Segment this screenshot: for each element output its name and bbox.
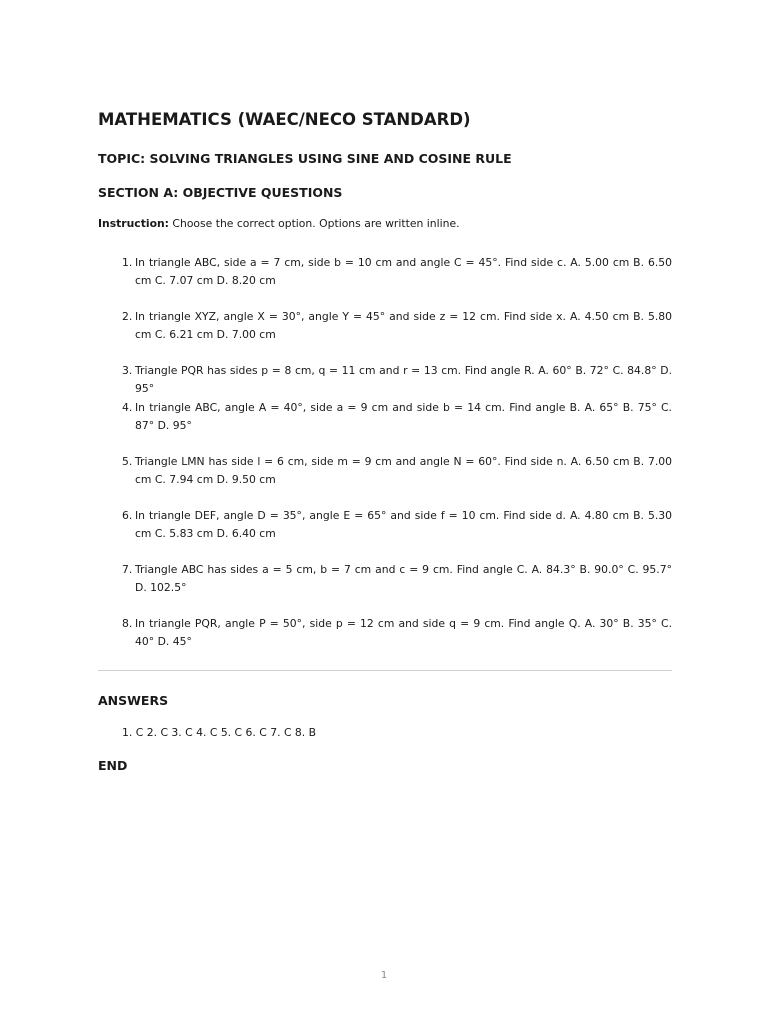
question-text: Triangle ABC has sides a = 5 cm, b = 7 cm and c = 9 cm. Find angle C. A. 84.3° B. 90.0° C. 95.7° D. 102.5°	[135, 563, 672, 594]
question-item	[98, 362, 672, 398]
question-item	[98, 615, 672, 651]
section-heading: SECTION A: OBJECTIVE QUESTIONS	[98, 185, 343, 200]
answers-heading: ANSWERS	[98, 693, 169, 708]
question-item	[98, 507, 672, 543]
end-heading: END	[98, 758, 128, 773]
question-item	[98, 399, 672, 435]
question-number: 5.	[122, 455, 133, 468]
question-item	[98, 561, 672, 597]
question-number: 7.	[122, 563, 133, 576]
question-number: 8.	[122, 617, 133, 630]
question-number: 4.	[122, 401, 133, 414]
document-title: MATHEMATICS (WAEC/NECO STANDARD)	[98, 110, 471, 129]
instruction-line	[98, 217, 460, 230]
question-number: 6.	[122, 509, 133, 522]
question-item	[98, 308, 672, 344]
question-text: Triangle LMN has side l = 6 cm, side m = 9 cm and angle N = 60°. Find side n. A. 6.50 cm B. 7.00 cm C. 7.94 cm D. 9.50 cm	[135, 455, 672, 486]
instruction-text: Choose the correct option. Options are written inline.	[169, 217, 460, 230]
answers-list: 1. C 2. C 3. C 4. C 5. C 6. C 7. C 8. B	[122, 726, 317, 739]
topic-heading: TOPIC: SOLVING TRIANGLES USING SINE AND COSINE RULE	[98, 151, 512, 166]
question-item	[98, 254, 672, 290]
instruction-label: Instruction:	[98, 217, 169, 230]
question-text: In triangle ABC, side a = 7 cm, side b = 10 cm and angle C = 45°. Find side c. A. 5.00 cm B. 6.50 cm C. 7.07 cm D. 8.20 cm	[135, 256, 672, 287]
question-item	[98, 453, 672, 489]
question-text: In triangle ABC, angle A = 40°, side a = 9 cm and side b = 14 cm. Find angle B. A. 65° B. 75° C. 87° D. 95°	[135, 401, 672, 432]
question-number: 2.	[122, 310, 133, 323]
question-text: In triangle PQR, angle P = 50°, side p = 12 cm and side q = 9 cm. Find angle Q. A. 30° B. 35° C. 40° D. 45°	[135, 617, 672, 648]
page-number: 1	[380, 970, 388, 981]
question-text: Triangle PQR has sides p = 8 cm, q = 11 cm and r = 13 cm. Find angle R. A. 60° B. 72° C. 84.8° D. 95°	[135, 364, 672, 395]
section-divider	[98, 670, 672, 671]
question-number: 3.	[122, 364, 133, 377]
question-text: In triangle XYZ, angle X = 30°, angle Y = 45° and side z = 12 cm. Find side x. A. 4.50 cm B. 5.80 cm C. 6.21 cm D. 7.00 cm	[135, 310, 672, 341]
question-text: In triangle DEF, angle D = 35°, angle E = 65° and side f = 10 cm. Find side d. A. 4.80 cm B. 5.30 cm C. 5.83 cm D. 6.40 cm	[135, 509, 672, 540]
question-number: 1.	[122, 256, 133, 269]
